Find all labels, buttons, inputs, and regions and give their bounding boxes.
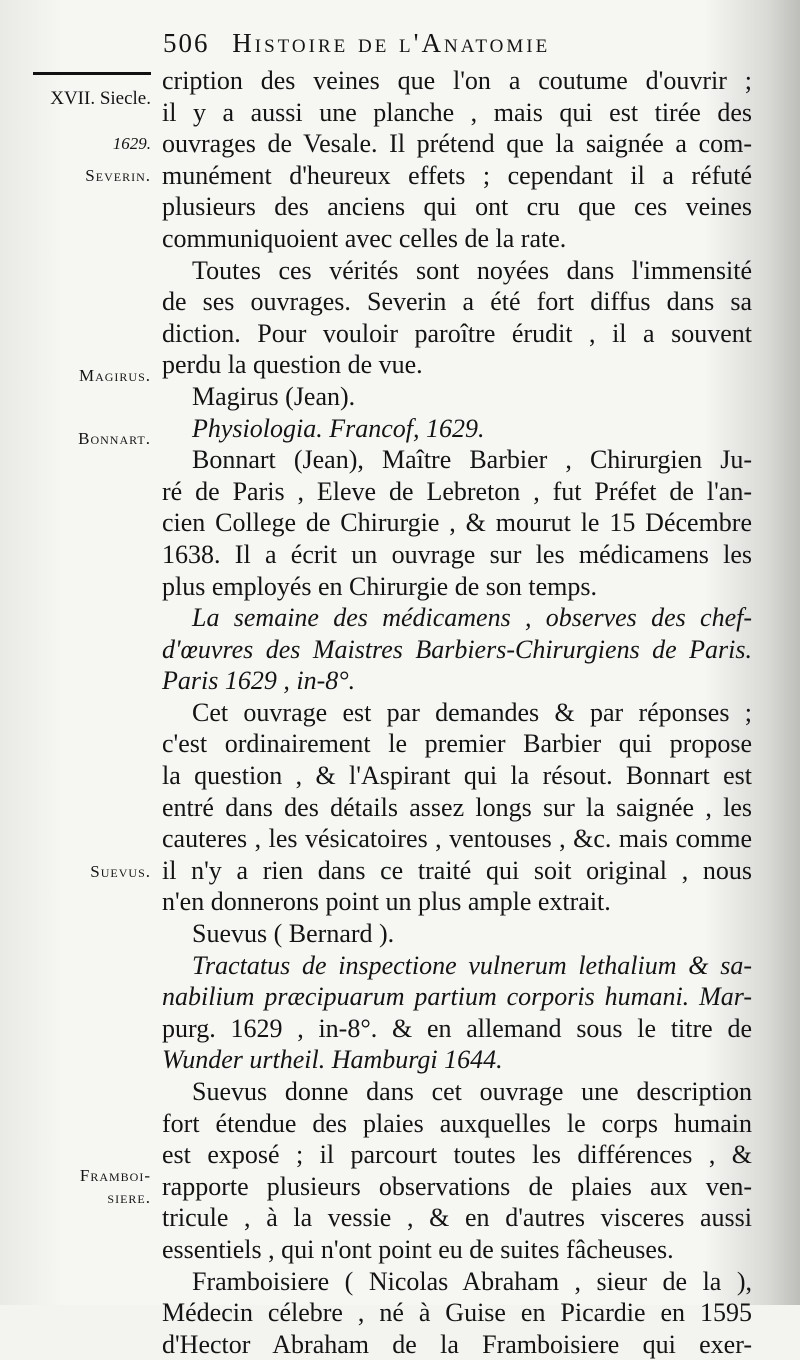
text-line: il y a aussi une planche , mais qui est tirée des — [162, 97, 752, 127]
entry-magirus: Magirus (Jean). — [192, 381, 356, 411]
text-line: plusieurs des anciens qui ont cru que ces veines — [162, 192, 752, 222]
title-semaine: Paris 1629 , in-8°. — [162, 666, 356, 696]
text-line: rapporte plusieurs observations de plaies aux ven- — [162, 1171, 752, 1201]
text-line: il n'y a rien dans ce traité qui soit original , nous — [162, 855, 752, 885]
text-line: perdu la question de vue. — [162, 350, 423, 380]
text-line: purg. 1629 , in-8°. & en allemand sous le titre de — [162, 1013, 752, 1043]
page-number: 506 — [163, 28, 210, 58]
title-semaine: d'œuvres des Maistres Barbiers-Chirurgiens de Paris. — [162, 634, 752, 664]
text-line: essentiels , qui n'ont point eu de suites fâcheuses. — [162, 1234, 674, 1264]
margin-year: 1629. — [112, 134, 151, 153]
text-line: d'Hector Abraham de la Framboisiere qui exer- — [162, 1329, 752, 1359]
text-line: ré de Paris , Eleve de Lebreton , fut Préfet de l'an- — [162, 476, 752, 506]
page-header — [163, 28, 723, 68]
margin-framboisiere-2: siere. — [107, 1188, 151, 1207]
title-tractatus: Tractatus de inspectione vulnerum lethalium & sa- — [192, 950, 752, 980]
text-line: plus employés en Chirurgie de son temps. — [162, 571, 597, 601]
text-line: Médecin célebre , né à Guise en Picardie en 1595 — [162, 1298, 752, 1328]
text-line: n'en donnerons point un plus ample extrait. — [162, 887, 611, 917]
text-line: Cet ouvrage est par demandes & par réponses ; — [192, 697, 752, 727]
title-wunder: Wunder urtheil. Hamburgi 1644. — [162, 1045, 503, 1075]
margin-magirus: Magirus. — [78, 366, 151, 385]
text-line: diction. Pour vouloir paroître érudit , il a souvent — [162, 318, 752, 348]
text-line: Suevus donne dans cet ouvrage une description — [192, 1077, 752, 1106]
text-line: cien College de Chirurgie , & mourut le 15 Décembre — [162, 508, 752, 538]
text-line: 1638. Il a écrit un ouvrage sur les médicamens les — [162, 539, 752, 569]
text-line: est exposé ; il parcourt toutes les différences , & — [162, 1140, 752, 1170]
text-line: entré dans des détails assez longs sur la saignée , les — [162, 792, 752, 822]
text-line: tricule , à la vessie , & en d'autres visceres aussi — [162, 1203, 752, 1233]
text-line: cription des veines que l'on a coutume d'ouvrir ; — [162, 66, 752, 95]
text-line: cauteres , les vésicatoires , ventouses , &c. mais comme — [162, 824, 752, 854]
text-line: communiquoient avec celles de la rate. — [162, 223, 567, 253]
title-semaine: La semaine des médicamens , observes des chef- — [192, 603, 752, 633]
text-line: fort étendue des plaies auxquelles le corps humain — [162, 1108, 752, 1138]
title-tractatus: nabilium præcipuarum partium corporis humani. Mar- — [162, 982, 752, 1012]
text-line: la question , & l'Aspirant qui la résout. Bonnart est — [162, 761, 752, 791]
header-rule — [33, 72, 151, 75]
body-text — [162, 65, 752, 1360]
margin-severin: Severin. — [85, 166, 151, 185]
text-line: Toutes ces vérités sont noyées dans l'immensité — [192, 255, 752, 285]
margin-century: XVII. Siecle. — [50, 88, 151, 109]
entry-bonnart: Bonnart (Jean), Maître Barbier , Chirurgien Ju- — [192, 445, 752, 475]
entry-framboisiere: Framboisiere ( Nicolas Abraham , sieur de la ), — [192, 1266, 752, 1296]
title-physiologia: Physiologia. Francof, 1629. — [192, 413, 485, 443]
text-line: ouvrages de Vesale. Il prétend que la saignée a com- — [162, 129, 752, 159]
running-title: Histoire de l'Anatomie — [232, 28, 551, 58]
entry-suevus: Suevus ( Bernard ). — [192, 919, 395, 949]
text-line: c'est ordinairement le premier Barbier qui propose — [162, 729, 752, 759]
margin-bonnart: Bonnart. — [78, 429, 151, 448]
text-line: de ses ouvrages. Severin a été fort diffus dans sa — [162, 287, 752, 317]
margin-framboisiere-1: Framboi- — [79, 1166, 151, 1185]
margin-suevus: Suevus. — [90, 862, 151, 881]
text-line: munément d'heureux effets ; cependant il a réfuté — [162, 160, 752, 190]
